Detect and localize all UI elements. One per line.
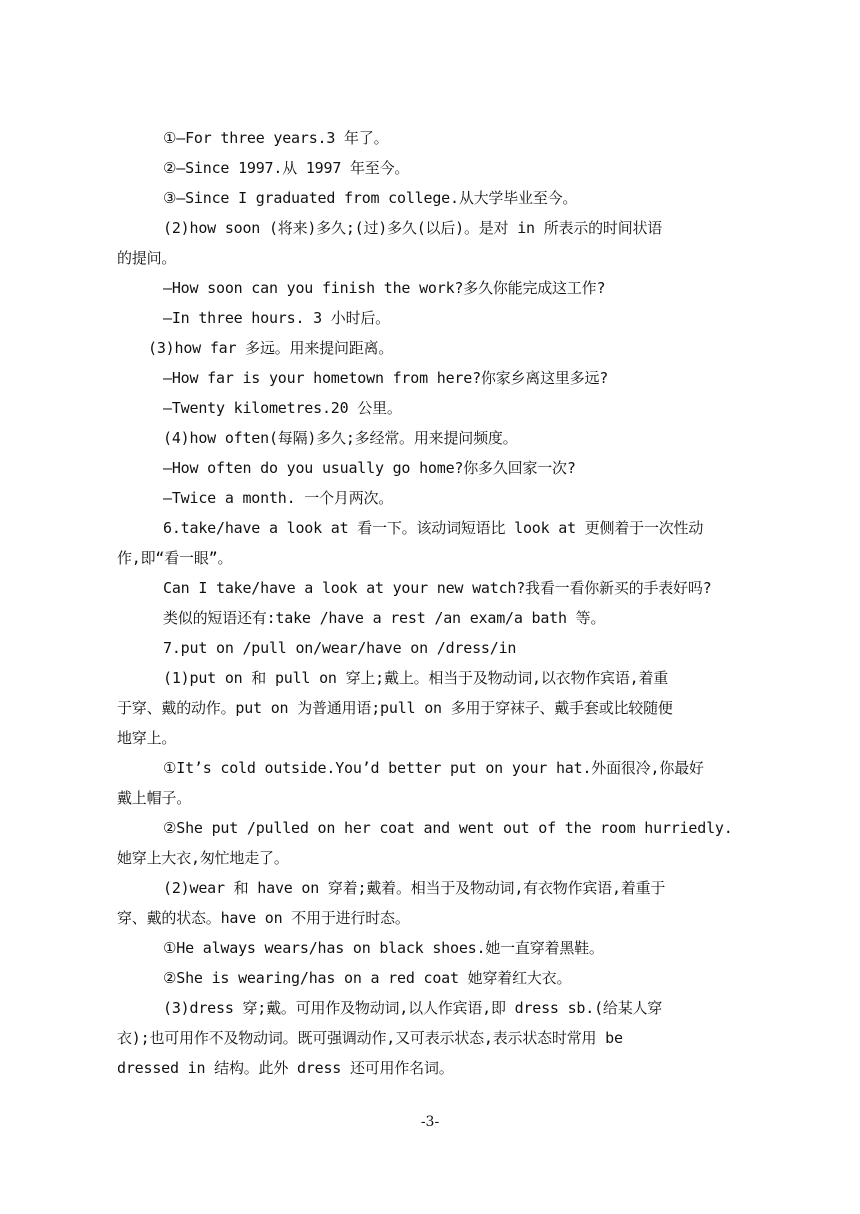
text-line: —Twenty kilometres.20 公里。: [163, 399, 402, 417]
text-line: ②She put /pulled on her coat and went out of the room hurriedly.: [163, 819, 733, 837]
text-line: —How soon can you finish the work?多久你能完成这工作?: [163, 279, 606, 297]
text-line: 的提问。: [117, 249, 177, 267]
text-line: 她穿上大衣,匆忙地走了。: [117, 849, 289, 867]
text-line: dressed in 结构。此外 dress 还可用作名词。: [117, 1059, 454, 1077]
text-line: 6.take/have a look at 看一下。该动词短语比 look at 更侧着于一次性动: [163, 519, 704, 537]
text-line: 于穿、戴的动作。put on 为普通用语;pull on 多用于穿袜子、戴手套或比较随便: [117, 699, 673, 717]
text-line: ③—Since I graduated from college.从大学毕业至今。: [163, 189, 578, 207]
text-line: ①He always wears/has on black shoes.她一直穿着黑鞋。: [163, 939, 604, 957]
text-line: —How often do you usually go home?你多久回家一次?: [163, 459, 576, 477]
text-line: 类似的短语还有:take /have a rest /an exam/a bath 等。: [163, 609, 606, 627]
text-line: ②—Since 1997.从 1997 年至今。: [163, 159, 410, 177]
text-line: (2)how soon (将来)多久;(过)多久(以后)。是对 in 所表示的时间状语: [163, 219, 663, 237]
text-line: ②She is wearing/has on a red coat 她穿着红大衣。: [163, 969, 572, 987]
text-line: 衣);也可用作不及物动词。既可强调动作,又可表示状态,表示状态时常用 be: [117, 1029, 623, 1047]
text-line: 戴上帽子。: [117, 789, 192, 807]
text-line: —How far is your hometown from here?你家乡离这里多远?: [163, 369, 609, 387]
text-line: (4)how often(每隔)多久;多经常。用来提问频度。: [163, 429, 518, 447]
text-line: 作,即“看一眼”。: [117, 549, 233, 567]
text-line: 穿、戴的状态。have on 不用于进行时态。: [117, 909, 410, 927]
text-line: (2)wear 和 have on 穿着;戴着。相当于及物动词,有衣物作宾语,着重于: [163, 879, 666, 897]
text-line: —In three hours. 3 小时后。: [163, 309, 390, 327]
text-line: ①It’s cold outside.You’d better put on your hat.外面很冷,你最好: [163, 759, 704, 777]
text-line: (1)put on 和 pull on 穿上;戴上。相当于及物动词,以衣物作宾语,着重: [163, 669, 669, 687]
page-number: -3-: [420, 1114, 440, 1130]
text-line: Can I take/have a look at your new watch?我看一看你新买的手表好吗?: [163, 579, 712, 597]
text-line: —Twice a month. 一个月两次。: [163, 489, 394, 507]
text-line: (3)dress 穿;戴。可用作及物动词,以人作宾语,即 dress sb.(给某人穿: [163, 999, 663, 1017]
text-line: (3)how far 多远。用来提问距离。: [148, 339, 394, 357]
text-line: ①—For three years.3 年了。: [163, 129, 389, 147]
text-line: 地穿上。: [117, 729, 177, 747]
text-line: 7.put on /pull on/wear/have on /dress/in: [163, 639, 517, 657]
